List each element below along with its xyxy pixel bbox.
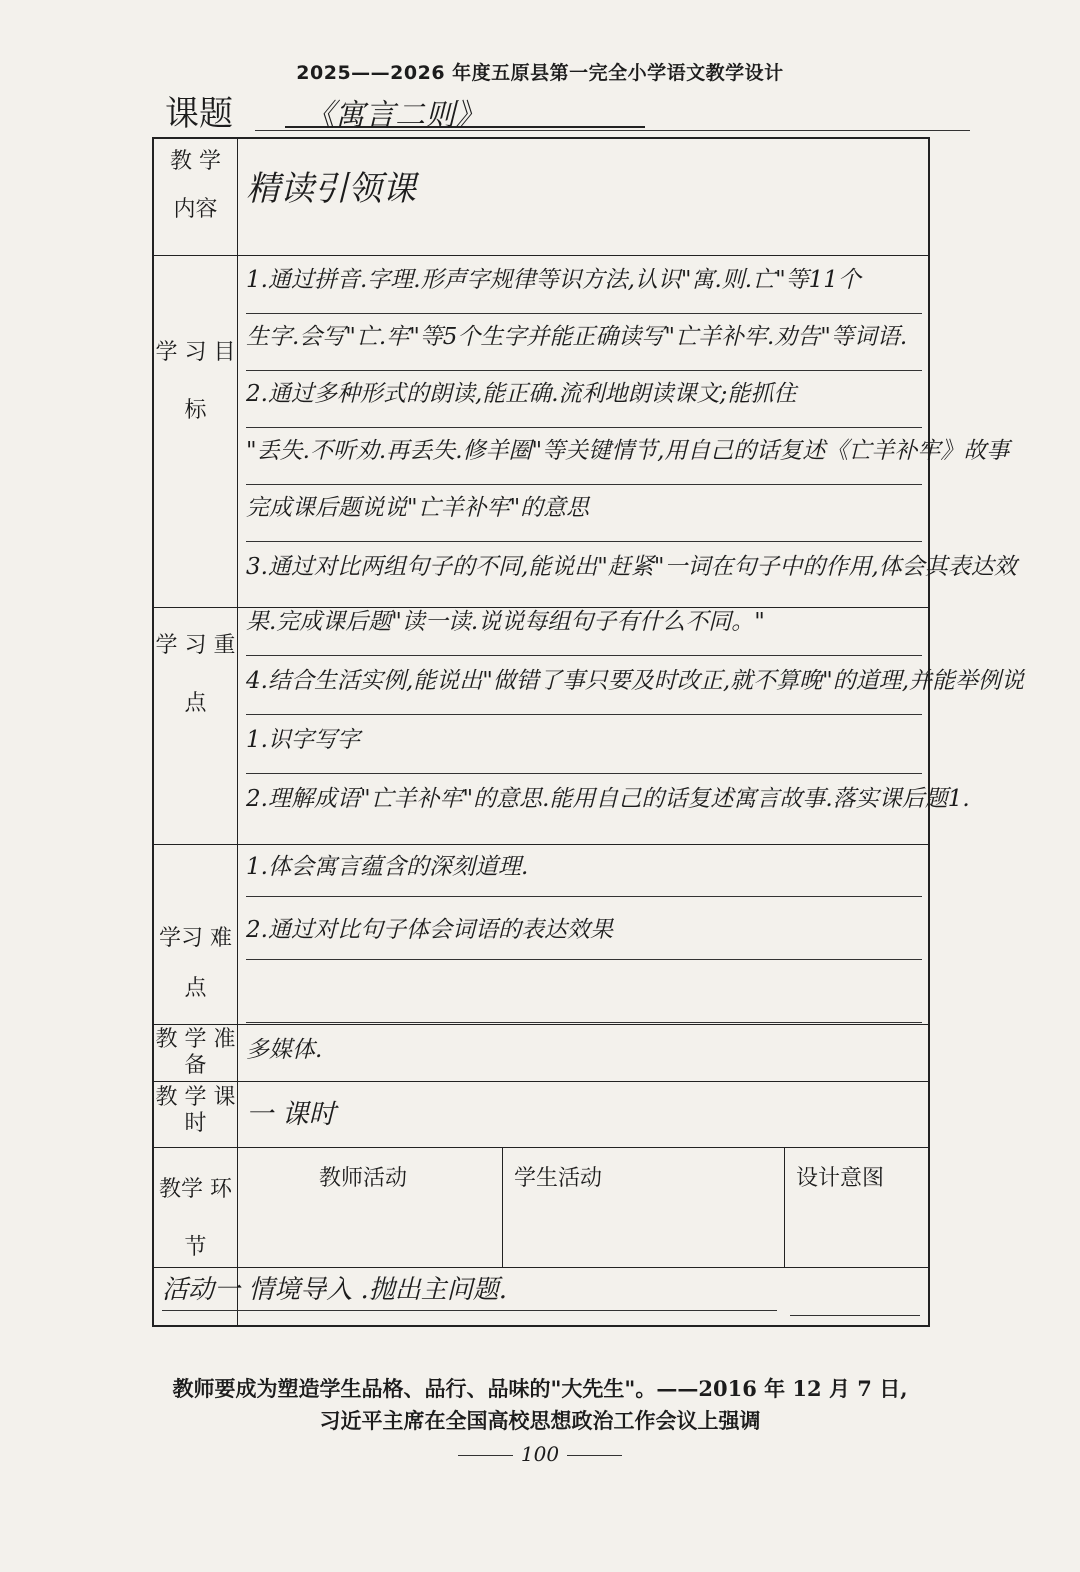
- column-divider: [784, 1147, 785, 1267]
- intent-underline: [790, 1315, 920, 1316]
- class-hours-label: 教 学 课 时: [155, 1085, 236, 1136]
- row-divider: [154, 844, 928, 845]
- learning-objectives-text: [246, 267, 1017, 600]
- teacher-activity-header: 教师活动: [319, 1166, 408, 1191]
- difficulties-label: 学习 难点: [158, 926, 233, 1001]
- key-point-line: 1.识字写字: [246, 727, 922, 774]
- design-intent-header: 设计意图: [796, 1166, 885, 1191]
- lesson-plan-form: [152, 137, 1025, 1327]
- row-divider: [154, 607, 928, 608]
- difficulty-line: 1.体会寓言蕴含的深刻道理.: [246, 854, 922, 897]
- key-points-text: [246, 609, 1025, 832]
- class-hours-value: 一 课时: [246, 1099, 336, 1130]
- activity-one-row: 活动一 情境导入 .抛出主问题.: [162, 1275, 920, 1311]
- row-divider: [154, 1267, 928, 1268]
- learning-objectives-label: 学 习 目 标: [155, 340, 236, 423]
- teaching-content-value: 精读引领课: [246, 169, 416, 209]
- column-divider: [502, 1147, 503, 1267]
- footer-source: 习近平主席在全国高校思想政治工作会议上强调: [319, 1408, 761, 1433]
- subject-label: 课题: [165, 94, 233, 134]
- objective-line: 完成课后题说说"亡羊补牢"的意思: [246, 495, 922, 542]
- objective-line: "丢失.不听劝.再丢失.修羊圈"等关键情节,用自己的话复述《亡羊补牢》故事: [246, 438, 922, 485]
- objective-line: 2.通过多种形式的朗读,能正确.流利地朗读课文;能抓住: [246, 381, 922, 428]
- objective-line: 生字.会写"亡.牢"等5个生字并能正确读写"亡羊补牢.劝告"等词语.: [246, 324, 922, 371]
- stages-label: 教学 环节: [158, 1177, 233, 1260]
- page-number: 100: [420, 1442, 660, 1466]
- objective-line: 果.完成课后题"读一读.说说每组句子有什么不同。": [246, 609, 922, 656]
- objective-line: 3.通过对比两组句子的不同,能说出"赶紧"一词在句子中的作用,体会其表达效: [246, 554, 1017, 580]
- page-header: 2025——2026 年度五原县第一完全小学语文教学设计: [296, 62, 784, 84]
- preparation-label: 教 学 准 备: [155, 1027, 236, 1078]
- difficulty-line: 2.通过对比句子体会词语的表达效果: [246, 917, 922, 960]
- key-points-label: 学 习 重 点: [155, 633, 236, 716]
- objective-line: 4.结合生活实例,能说出"做错了事只要及时改正,就不算晚"的道理,并能举例说: [246, 668, 922, 715]
- row-divider: [154, 1024, 928, 1025]
- key-point-line: 2.理解成语"亡羊补牢"的意思.能用自己的话复述寓言故事.落实课后题1.: [246, 786, 970, 812]
- objective-line: 1.通过拼音.字理.形声字规律等识方法,认识"寓.则.亡"等11个: [246, 267, 922, 314]
- preparation-value: 多媒体.: [246, 1037, 323, 1063]
- subject-value: 《寓言二则》: [285, 90, 645, 128]
- row-divider: [154, 1147, 928, 1148]
- row-divider: [154, 255, 928, 256]
- difficulty-line: [246, 980, 922, 1023]
- student-activity-header: 学生活动: [514, 1166, 603, 1191]
- subject-underline: [255, 130, 970, 131]
- subject-row: [165, 86, 965, 136]
- row-divider: [154, 1081, 928, 1082]
- footer-quote: 教师要成为塑造学生品格、品行、品味的"大先生"。——2016 年 12 月 7 日,: [172, 1376, 908, 1401]
- teaching-content-label: 教 学 内容: [170, 149, 221, 223]
- difficulties-text: [246, 854, 922, 1023]
